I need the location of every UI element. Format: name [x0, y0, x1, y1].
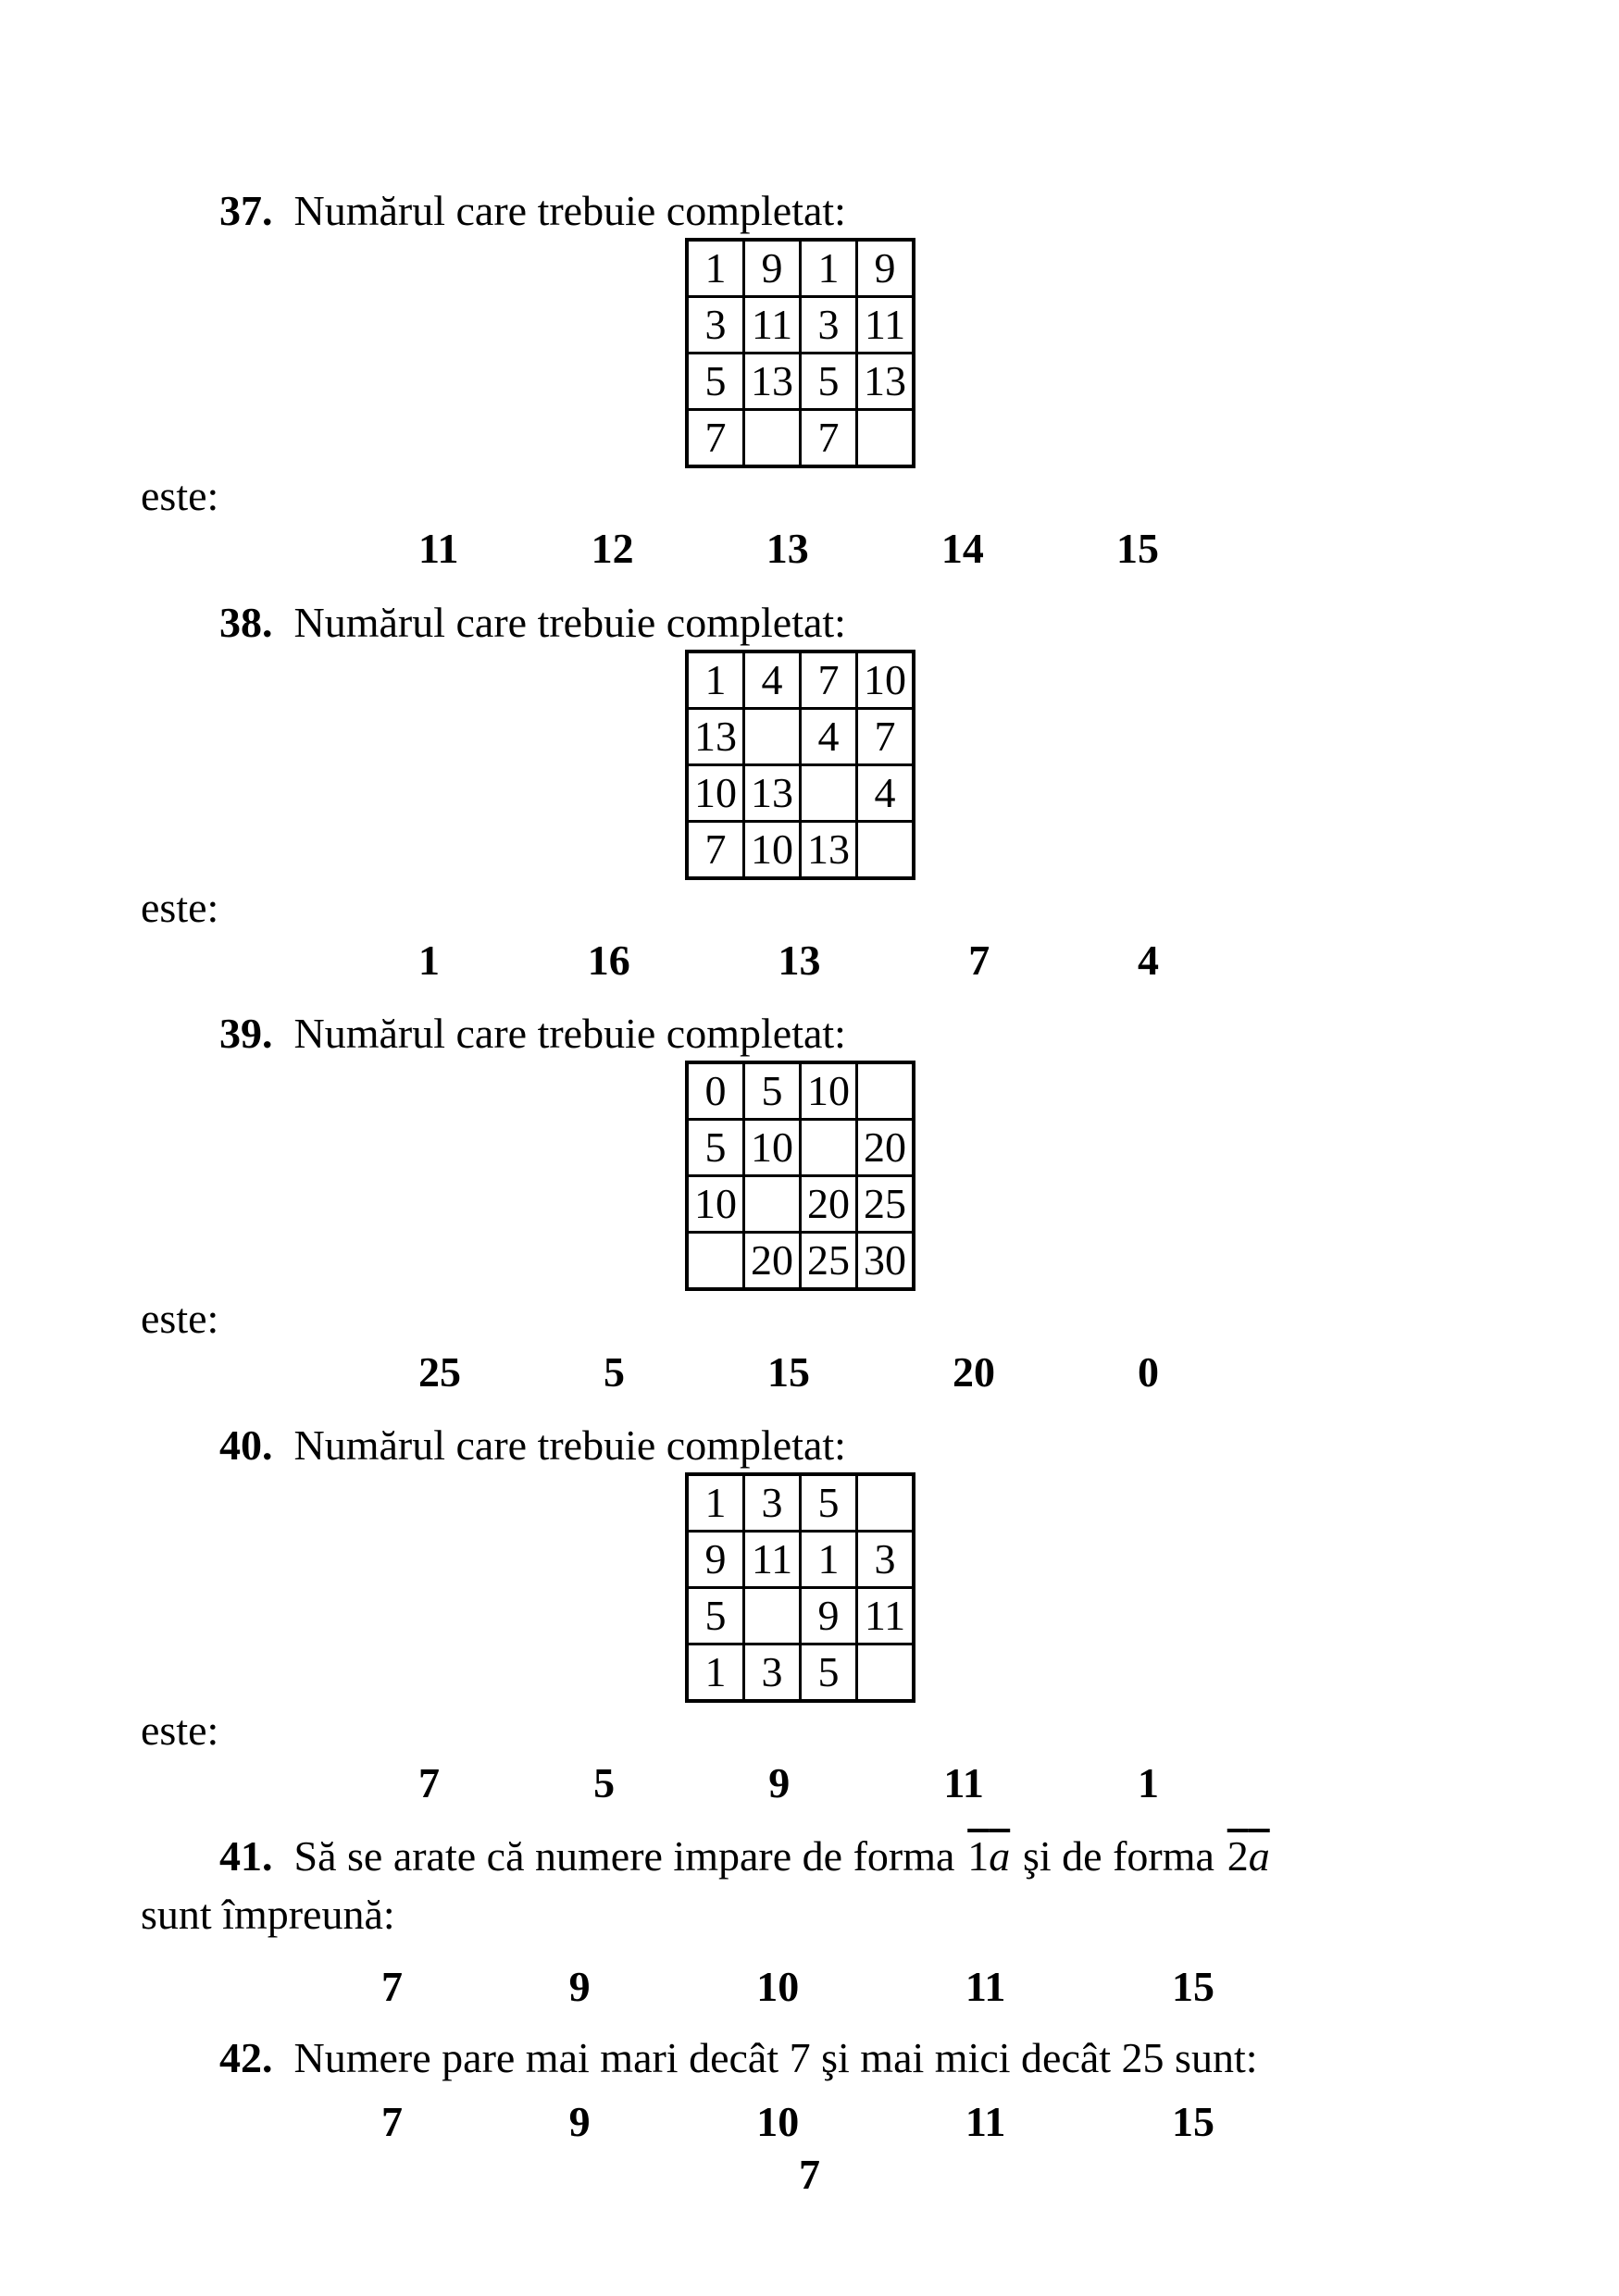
grid-cell: 1 [687, 652, 744, 709]
grid-cell: 4 [744, 652, 801, 709]
grid-cell [687, 1233, 744, 1290]
answer-option: 4 [1138, 936, 1159, 984]
grid-cell: 9 [744, 240, 801, 297]
grid-cell: 5 [687, 1120, 744, 1176]
problem-41-number: 41. [219, 1832, 273, 1880]
grid-cell: 25 [801, 1233, 857, 1290]
grid-cell: 25 [857, 1176, 915, 1233]
answer-option: 9 [568, 2098, 591, 2145]
answer-option: 20 [953, 1347, 995, 1396]
problem-39-title [219, 1008, 1526, 1059]
problem-40-options [418, 1757, 1159, 1808]
grid-row [687, 354, 914, 410]
overlined-number-2a [1227, 1832, 1270, 1880]
grid-cell [744, 1176, 801, 1233]
grid-cell: 13 [744, 354, 801, 410]
grid-cell: 11 [857, 1587, 915, 1644]
answer-option: 5 [593, 1759, 616, 1807]
grid-cell: 13 [687, 708, 744, 764]
answer-option: 14 [940, 525, 984, 573]
problem-37-title [219, 185, 1526, 236]
grid-cell: 1 [687, 1644, 744, 1701]
problem-41-prompt-before: Să se arate că numere impare de forma [293, 1832, 955, 1880]
problem-40-title [219, 1420, 1526, 1471]
answer-option: 9 [768, 1759, 791, 1807]
grid-cell: 10 [857, 652, 915, 709]
problem-40-number: 40. [219, 1421, 273, 1469]
problem-40-suffix: este: [141, 1706, 219, 1754]
problem-38-suffix: este: [141, 883, 219, 931]
grid-row [687, 764, 914, 821]
grid-row [687, 708, 914, 764]
grid-cell [857, 1474, 915, 1532]
grid-cell: 3 [801, 297, 857, 354]
page-number: 7 [799, 2151, 820, 2199]
grid-cell [744, 1587, 801, 1644]
form-letter: a [1248, 1832, 1270, 1880]
grid-cell: 7 [687, 410, 744, 467]
grid-cell: 4 [857, 764, 915, 821]
grid-cell: 5 [744, 1062, 801, 1120]
grid-cell: 3 [687, 297, 744, 354]
problem-40-prompt: Numărul care trebuie completat: [293, 1421, 846, 1469]
problem-39-prompt: Numărul care trebuie completat: [293, 1010, 846, 1058]
grid-cell: 10 [801, 1062, 857, 1120]
problem-37-options [418, 523, 1159, 574]
grid-cell: 20 [744, 1233, 801, 1290]
grid-cell: 11 [744, 297, 801, 354]
answer-option: 10 [756, 2098, 800, 2145]
problem-39 [141, 1008, 1526, 1397]
grid-cell: 13 [801, 821, 857, 878]
grid-cell [857, 1062, 915, 1120]
answer-option: 7 [381, 2098, 403, 2145]
answer-option: 9 [568, 1962, 591, 2010]
grid-cell: 30 [857, 1233, 915, 1290]
grid-cell: 3 [857, 1531, 915, 1587]
problem-41-title [219, 1831, 1526, 1881]
grid-row [687, 1233, 914, 1290]
grid-cell [857, 821, 915, 878]
grid-cell [801, 764, 857, 821]
grid-row [687, 821, 914, 878]
problem-37-grid [685, 238, 915, 468]
grid-cell: 5 [801, 1474, 857, 1532]
grid-cell: 20 [801, 1176, 857, 1233]
problem-37-number: 37. [219, 187, 273, 234]
problem-38-number: 38. [219, 598, 273, 646]
answer-option: 1 [418, 936, 440, 984]
problem-38-options [418, 935, 1159, 986]
grid-cell: 13 [744, 764, 801, 821]
grid-cell: 5 [687, 1587, 744, 1644]
grid-cell: 10 [687, 764, 744, 821]
grid-row [687, 1062, 914, 1120]
grid-row [687, 410, 914, 467]
problem-39-grid [685, 1061, 915, 1291]
answer-option: 15 [1171, 2098, 1214, 2145]
form-digit: 2 [1227, 1832, 1249, 1880]
grid-cell: 7 [801, 652, 857, 709]
grid-cell: 20 [857, 1120, 915, 1176]
grid-cell [857, 410, 915, 467]
grid-cell: 3 [744, 1474, 801, 1532]
grid-cell: 7 [687, 821, 744, 878]
grid-row [687, 652, 914, 709]
problem-39-options [418, 1347, 1159, 1397]
grid-cell [857, 1644, 915, 1701]
answer-option: 10 [756, 1962, 800, 2010]
grid-cell: 5 [801, 354, 857, 410]
grid-cell: 5 [687, 354, 744, 410]
grid-cell: 5 [801, 1644, 857, 1701]
answer-option: 0 [1138, 1347, 1159, 1396]
answer-option: 7 [418, 1759, 440, 1807]
answer-option: 25 [418, 1347, 461, 1396]
grid-cell: 13 [857, 354, 915, 410]
answer-option: 15 [1115, 525, 1159, 573]
grid-cell: 9 [801, 1587, 857, 1644]
answer-option: 12 [591, 525, 634, 573]
answer-option: 11 [418, 525, 459, 573]
answer-option: 15 [1171, 1962, 1214, 2010]
answer-option: 15 [767, 1347, 810, 1396]
grid-cell: 1 [801, 240, 857, 297]
grid-cell: 7 [857, 708, 915, 764]
answer-option: 7 [381, 1962, 403, 2010]
problem-41-prompt-middle: şi de forma [1023, 1832, 1214, 1880]
problem-41-options [381, 1961, 1214, 2012]
form-digit: 1 [967, 1832, 990, 1880]
problem-40 [141, 1420, 1526, 1809]
problem-40-grid [685, 1472, 915, 1703]
problem-42-options [381, 2096, 1214, 2147]
answer-option: 7 [968, 936, 990, 984]
grid-cell: 11 [744, 1531, 801, 1587]
form-letter: a [989, 1832, 1011, 1880]
problem-42-title [219, 2032, 1526, 2083]
answer-option: 13 [766, 525, 809, 573]
grid-cell: 7 [801, 410, 857, 467]
answer-option: 11 [965, 1962, 1006, 2010]
grid-cell: 1 [801, 1531, 857, 1587]
grid-row [687, 240, 914, 297]
problem-38-prompt: Numărul care trebuie completat: [293, 598, 846, 646]
grid-cell [744, 708, 801, 764]
answer-option: 11 [965, 2098, 1006, 2145]
problem-42-prompt: Numere pare mai mari decât 7 şi mai mici decât 25 sunt: [293, 2033, 1258, 2081]
grid-cell: 9 [857, 240, 915, 297]
grid-cell [744, 410, 801, 467]
grid-cell: 11 [857, 297, 915, 354]
problem-38 [141, 597, 1526, 987]
grid-cell: 10 [744, 1120, 801, 1176]
problem-37-suffix: este: [141, 472, 219, 520]
grid-cell [801, 1120, 857, 1176]
grid-cell: 10 [744, 821, 801, 878]
problem-41 [141, 1831, 1526, 2012]
problem-37 [141, 185, 1526, 575]
grid-row [687, 1587, 914, 1644]
grid-cell: 1 [687, 1474, 744, 1532]
answer-option: 13 [778, 936, 821, 984]
grid-cell: 10 [687, 1176, 744, 1233]
problem-42-number: 42. [219, 2033, 273, 2081]
grid-cell: 0 [687, 1062, 744, 1120]
grid-row [687, 1474, 914, 1532]
problem-38-title [219, 597, 1526, 648]
problem-38-grid [685, 650, 915, 880]
answer-option: 5 [604, 1347, 625, 1396]
problem-37-prompt: Numărul care trebuie completat: [293, 187, 846, 234]
grid-row [687, 1644, 914, 1701]
grid-row [687, 1120, 914, 1176]
problem-42 [141, 2032, 1526, 2147]
grid-cell: 9 [687, 1531, 744, 1587]
problem-41-line2: sunt împreună: [141, 1891, 395, 1939]
grid-row [687, 1176, 914, 1233]
answer-option: 1 [1137, 1759, 1159, 1807]
grid-cell: 1 [687, 240, 744, 297]
grid-row [687, 297, 914, 354]
problem-39-number: 39. [219, 1010, 273, 1058]
overlined-number-1a [967, 1832, 1010, 1880]
problem-39-suffix: este: [141, 1295, 219, 1343]
answer-option: 11 [943, 1759, 984, 1807]
answer-option: 16 [587, 936, 630, 984]
grid-cell: 4 [801, 708, 857, 764]
grid-cell: 3 [744, 1644, 801, 1701]
grid-row [687, 1531, 914, 1587]
